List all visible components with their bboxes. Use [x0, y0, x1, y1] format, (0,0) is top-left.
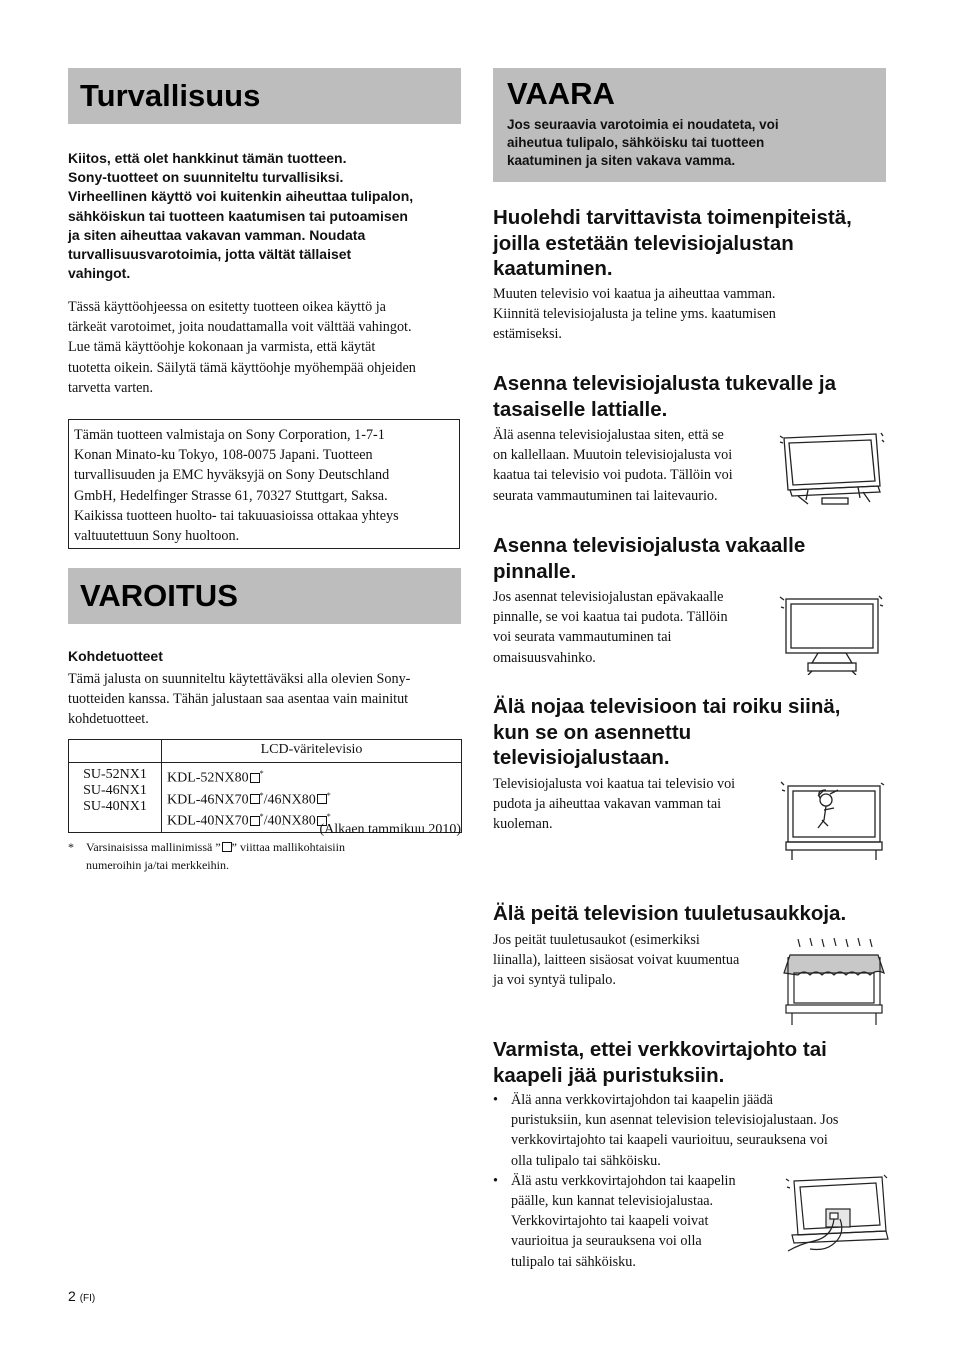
table-header: LCD-väritelevisio	[162, 740, 462, 763]
models-table	[68, 739, 462, 833]
cable-pinch-illustration	[782, 1173, 892, 1257]
section-title: kaatuminen.	[493, 257, 613, 280]
section-title: Varmista, ettei verkkovirtajohto tai	[493, 1038, 827, 1061]
intro-line: vahingot.	[68, 265, 131, 282]
danger-text	[493, 116, 886, 170]
placeholder-square	[250, 773, 260, 783]
bullet-line: • Älä astu verkkovirtajohdon tai kaapelin	[511, 1172, 736, 1189]
section-title: joilla estetään televisiojalustan	[493, 231, 794, 255]
body-line: on kallellaan. Muutoin televisiojalusta voi	[493, 447, 733, 464]
danger-line: Jos seuraavia varotoimia ei noudateta, voi	[507, 117, 779, 132]
body-line: tärkeät varotoimet, joita noudattamalla voit välttää vahingot.	[68, 319, 412, 336]
intro-line: ja siten aiheuttaa vakavan vamman. Noudata	[68, 226, 366, 243]
body-line: liinalla), laitteen sisäosat voivat kuumentua	[493, 951, 740, 968]
body-line: estämiseksi.	[493, 325, 562, 342]
table-note: (Alkaen tammikuu 2010)	[319, 822, 461, 837]
body-line: Televisiojalusta voi kaatua tai televisio voi	[493, 775, 736, 792]
placeholder-square	[250, 794, 260, 804]
covered-vents-illustration	[780, 935, 888, 1027]
stand-model: SU-46NX1	[83, 783, 147, 798]
section-title: Asenna televisiojalusta tukevalle ja	[493, 372, 836, 395]
section-title: Älä nojaa televisioon tai roiku siinä,	[493, 695, 841, 718]
intro-bold	[68, 149, 463, 283]
tilted-tv-illustration	[778, 430, 886, 510]
stand-model: SU-52NX1	[83, 767, 147, 782]
body-line: Jos asennat televisiojalustan epävakaalle	[493, 589, 724, 605]
asterisk: *	[326, 812, 331, 822]
table-corner	[69, 740, 162, 763]
unstable-surface-illustration	[778, 593, 886, 675]
intro-line: sähköiskun tai tuotteen kaatumisen tai putoamisen	[68, 207, 408, 224]
body-line: kohdetuotteet.	[68, 711, 149, 728]
body-line: voi seurata vammautuminen tai	[493, 629, 672, 646]
body-line: pinnalle, se voi kaatua tai pudota. Tällöin	[493, 609, 728, 626]
page-footer	[68, 1287, 95, 1308]
stand-cell	[69, 763, 162, 833]
body-line: kaatua tai televisio voi pudota. Tällöin voi	[493, 467, 733, 484]
danger-title: VAARA	[507, 76, 615, 111]
asterisk: *	[259, 812, 264, 822]
page-number: 2	[68, 1288, 76, 1304]
child-hanging-illustration	[778, 778, 886, 864]
manufacturer-box	[68, 419, 460, 549]
placeholder-square	[317, 794, 327, 804]
box-line: Konan Minato-ku Tokyo, 108-0075 Japani. Tuotteen	[74, 447, 373, 464]
body-line: tuotetta oikein. Säilytä tämä käyttöohje myöhempää ohjeiden	[68, 359, 416, 376]
body-line: seurata vammautuminen tai laitevaurio.	[493, 487, 718, 504]
safety-title: Turvallisuus	[80, 78, 261, 113]
section-title: tasaiselle lattialle.	[493, 397, 668, 421]
section-title: Asenna televisiojalusta vakaalle	[493, 534, 806, 557]
body-line: Tämä jalusta on suunniteltu käytettäväksi alla olevien Sony-	[68, 671, 411, 687]
section-title: pinnalle.	[493, 559, 577, 583]
tv-model-name: /40NX80	[263, 813, 316, 829]
body-line: Tässä käyttöohjeessa on esitetty tuotteen oikea käyttö ja	[68, 299, 386, 315]
section-anti-tip	[493, 205, 893, 344]
warning-banner	[68, 568, 461, 624]
body-line: tarvetta varten.	[68, 379, 154, 396]
footnote	[68, 838, 463, 874]
placeholder-square	[250, 816, 260, 826]
bullet-line: päälle, kun kannat televisiojalustaa.	[511, 1193, 714, 1210]
box-line: valtuutettuun Sony huoltoon.	[74, 528, 240, 545]
bullet-line: puristuksiin, kun asennat television televisiojalustaan. Jos	[511, 1112, 839, 1129]
bullet-line: vaurioitua ja seurauksena voi olla	[511, 1233, 702, 1250]
body-line: kuoleman.	[493, 815, 553, 832]
box-line: GmbH, Hedelfinger Strasse 61, 70327 Stuttgart, Saksa.	[74, 487, 388, 504]
danger-line: aiheutua tulipalo, sähköisku tai tuotteen	[507, 135, 765, 150]
target-body	[68, 669, 463, 730]
body-line: pudota ja aiheuttaa vakavan vamman tai	[493, 795, 722, 812]
section-title: televisiojalustaan.	[493, 746, 670, 769]
footnote-line: numeroihin ja/tai merkkeihin.	[86, 858, 229, 872]
body-line: ja voi syntyä tulipalo.	[493, 971, 616, 988]
footnote-line	[68, 838, 463, 856]
box-line: turvallisuuden ja EMC hyväksyjä on Sony Deutschland	[74, 467, 390, 484]
intro-body	[68, 297, 463, 398]
danger-banner	[493, 68, 886, 182]
tv-model-name: KDL-40NX70	[167, 813, 249, 829]
body-line: Jos peität tuuletusaukot (esimerkiksi	[493, 931, 700, 948]
section-title: Älä peitä television tuuletusaukkoja.	[493, 902, 847, 925]
bullet-line: verkkovirtajohto tai kaapeli vaurioituu, seurauksena voi	[511, 1132, 828, 1149]
section-title: Huolehdi tarvittavista toimenpiteistä,	[493, 206, 852, 229]
intro-line: Kiitos, että olet hankkinut tämän tuotteen.	[68, 150, 347, 166]
language-code: (FI)	[79, 1293, 96, 1304]
body-line: Älä asenna televisiojalustaa siten, että se	[493, 427, 724, 443]
bullet-line: olla tulipalo tai sähköisku.	[511, 1152, 661, 1169]
body-line: Kiinnitä televisiojalusta ja teline yms. kaatumisen	[493, 305, 776, 322]
asterisk: *	[326, 790, 331, 800]
bullet-line: tulipalo tai sähköisku.	[511, 1253, 636, 1270]
section-title: kun se on asennettu	[493, 720, 692, 744]
box-line: Kaikissa tuotteen huolto- tai takuuasioissa ottakaa yhteys	[74, 507, 399, 524]
tv-model-name: /46NX80	[263, 792, 316, 808]
asterisk: *	[259, 769, 264, 778]
tv-model-name: KDL-46NX70	[167, 792, 249, 808]
tv-model-name: KDL-52NX80	[167, 770, 249, 786]
stand-model: SU-40NX1	[83, 799, 147, 814]
bullet-item	[493, 1090, 893, 1171]
intro-line: Virheellinen käyttö voi kuitenkin aiheuttaa tulipalon,	[68, 188, 414, 205]
body-line: Lue tämä käyttöohje kokonaan ja varmista, että käytät	[68, 339, 376, 356]
box-line: Tämän tuotteen valmistaja on Sony Corporation, 1-7-1	[74, 427, 385, 443]
warning-title: VAROITUS	[80, 578, 238, 613]
asterisk: *	[259, 790, 264, 800]
footnote-text: Varsinaisissa mallinimissä ”	[86, 840, 221, 854]
body-line: omaisuusvahinko.	[493, 649, 596, 666]
tv-model	[167, 765, 461, 787]
target-heading: Kohdetuotteet	[68, 648, 163, 664]
bullet-line: • Älä anna verkkovirtajohdon tai kaapelin jäädä	[511, 1092, 773, 1108]
footnote-text: ” viittaa mallikohtaisiin	[231, 840, 345, 854]
tv-model	[167, 787, 461, 809]
body-line: tuotteiden kanssa. Tähän jalustaan saa asentaa vain mainitut	[68, 691, 409, 708]
footnote-mark: *	[68, 840, 74, 854]
safety-banner	[68, 68, 461, 124]
section-title: kaapeli jää puristuksiin.	[493, 1063, 725, 1087]
placeholder-square	[222, 842, 232, 852]
danger-line: kaatuminen ja siten vakava vamma.	[507, 153, 736, 168]
intro-line: Sony-tuotteet on suunniteltu turvallisiksi.	[68, 169, 344, 186]
intro-line: turvallisuusvarotoimia, jotta vältät tällaiset	[68, 246, 352, 263]
bullet-line: Verkkovirtajohto tai kaapeli voivat	[511, 1213, 709, 1230]
body-line: Muuten televisio voi kaatua ja aiheuttaa vamman.	[493, 285, 776, 302]
